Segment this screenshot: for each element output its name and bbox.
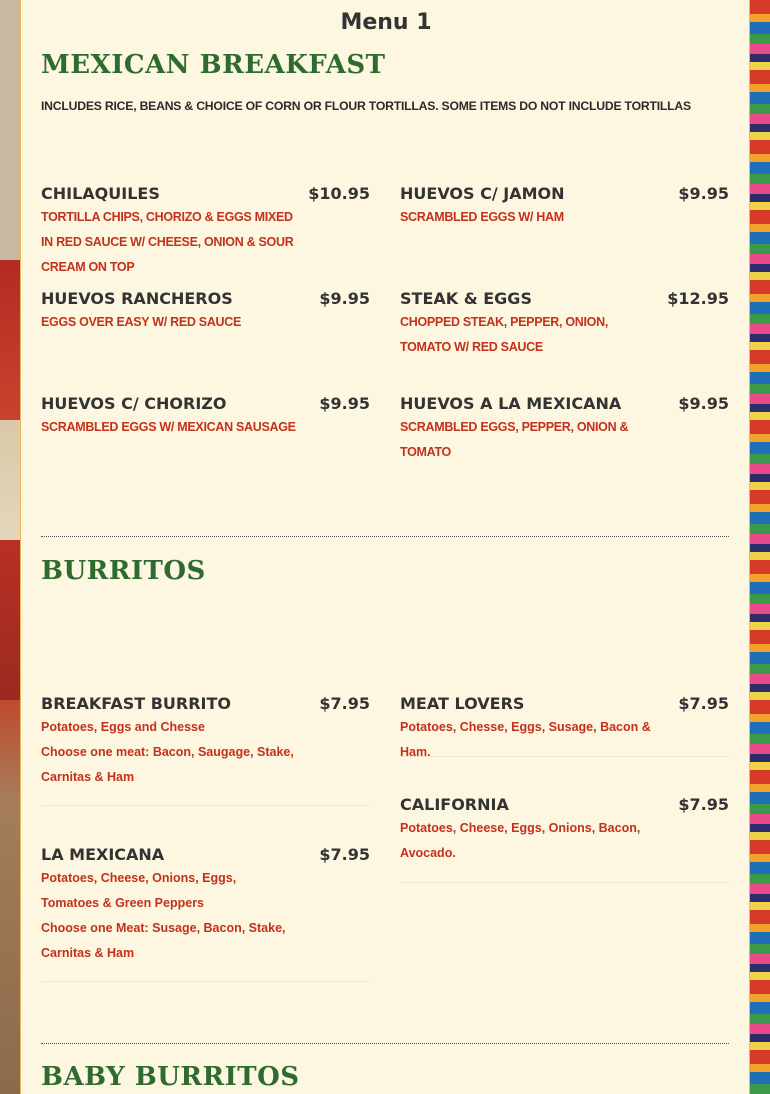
item-separator [41, 805, 370, 806]
section-note: INCLUDES RICE, BEANS & CHOICE OF CORN OR FLOUR TORTILLAS. SOME ITEMS DO NOT INCLUDE TORTILLAS [41, 99, 691, 113]
item-description-line: Potatoes, Eggs and Chesse [41, 720, 205, 734]
item-description-line: SCRAMBLED EGGS W/ MEXICAN SAUSAGE [41, 420, 296, 434]
item-description [400, 415, 662, 465]
section-divider [41, 536, 729, 537]
item-name: HUEVOS C/ CHORIZO [41, 394, 227, 413]
item-description [400, 310, 662, 360]
item-price: $9.95 [678, 184, 729, 203]
item-description-line: Potatoes, Chesse, Eggs, Susage, Bacon & Ham. [400, 720, 651, 759]
item-price: $7.95 [678, 795, 729, 814]
item-description-line: Choose one meat: Bacon, Saugage, Stake, Carnitas & Ham [41, 745, 294, 784]
page-title: Menu 1 [340, 10, 432, 35]
item-separator [400, 756, 729, 757]
item-separator [41, 981, 370, 982]
item-description-line: Potatoes, Cheese, Eggs, Onions, Bacon, Avocado. [400, 821, 641, 860]
item-name: CHILAQUILES [41, 184, 160, 203]
item-description [400, 205, 662, 230]
item-name: BREAKFAST BURRITO [41, 694, 232, 713]
item-description [41, 415, 303, 440]
item-name: STEAK & EGGS [400, 289, 532, 308]
item-price: $7.95 [319, 694, 370, 713]
menu-page [20, 0, 750, 1094]
item-description [400, 816, 655, 866]
item-name: LA MEXICANA [41, 845, 165, 864]
item-description [41, 866, 296, 966]
item-name: HUEVOS A LA MEXICANA [400, 394, 622, 413]
item-name: MEAT LOVERS [400, 694, 525, 713]
item-description-line: CHOPPED STEAK, PEPPER, ONION, TOMATO W/ RED SAUCE [400, 315, 609, 354]
item-description [400, 715, 662, 765]
section-heading-burritos: BURRITOS [41, 556, 206, 586]
item-description [41, 715, 296, 790]
item-description-line: TORTILLA CHIPS, CHORIZO & EGGS MIXED IN RED SAUCE W/ CHEESE, ONION & SOUR CREAM ON TOP [41, 210, 294, 274]
section-heading-baby-burritos: BABY BURRITOS [41, 1062, 300, 1092]
item-name: HUEVOS RANCHEROS [41, 289, 233, 308]
item-price: $12.95 [667, 289, 729, 308]
item-description-line: EGGS OVER EASY W/ RED SAUCE [41, 315, 242, 329]
background-left-decoration [0, 0, 22, 1094]
item-name: HUEVOS C/ JAMON [400, 184, 565, 203]
item-price: $7.95 [678, 694, 729, 713]
background-right-serape [748, 0, 770, 1094]
item-name: CALIFORNIA [400, 795, 509, 814]
section-heading-mexican-breakfast: MEXICAN BREAKFAST [41, 50, 386, 80]
item-price: $9.95 [319, 289, 370, 308]
item-separator [400, 882, 729, 883]
item-description-line: Choose one Meat: Susage, Bacon, Stake, Carnitas & Ham [41, 921, 286, 960]
item-price: $10.95 [308, 184, 370, 203]
item-description [41, 310, 303, 335]
item-price: $7.95 [319, 845, 370, 864]
item-price: $9.95 [319, 394, 370, 413]
item-description-line: SCRAMBLED EGGS W/ HAM [400, 210, 564, 224]
item-price: $9.95 [678, 394, 729, 413]
item-description [41, 205, 303, 280]
item-description-line: SCRAMBLED EGGS, PEPPER, ONION & TOMATO [400, 420, 629, 459]
section-divider [41, 1043, 729, 1044]
item-description-line: Potatoes, Cheese, Onions, Eggs, Tomatoes & Green Peppers [41, 871, 237, 910]
